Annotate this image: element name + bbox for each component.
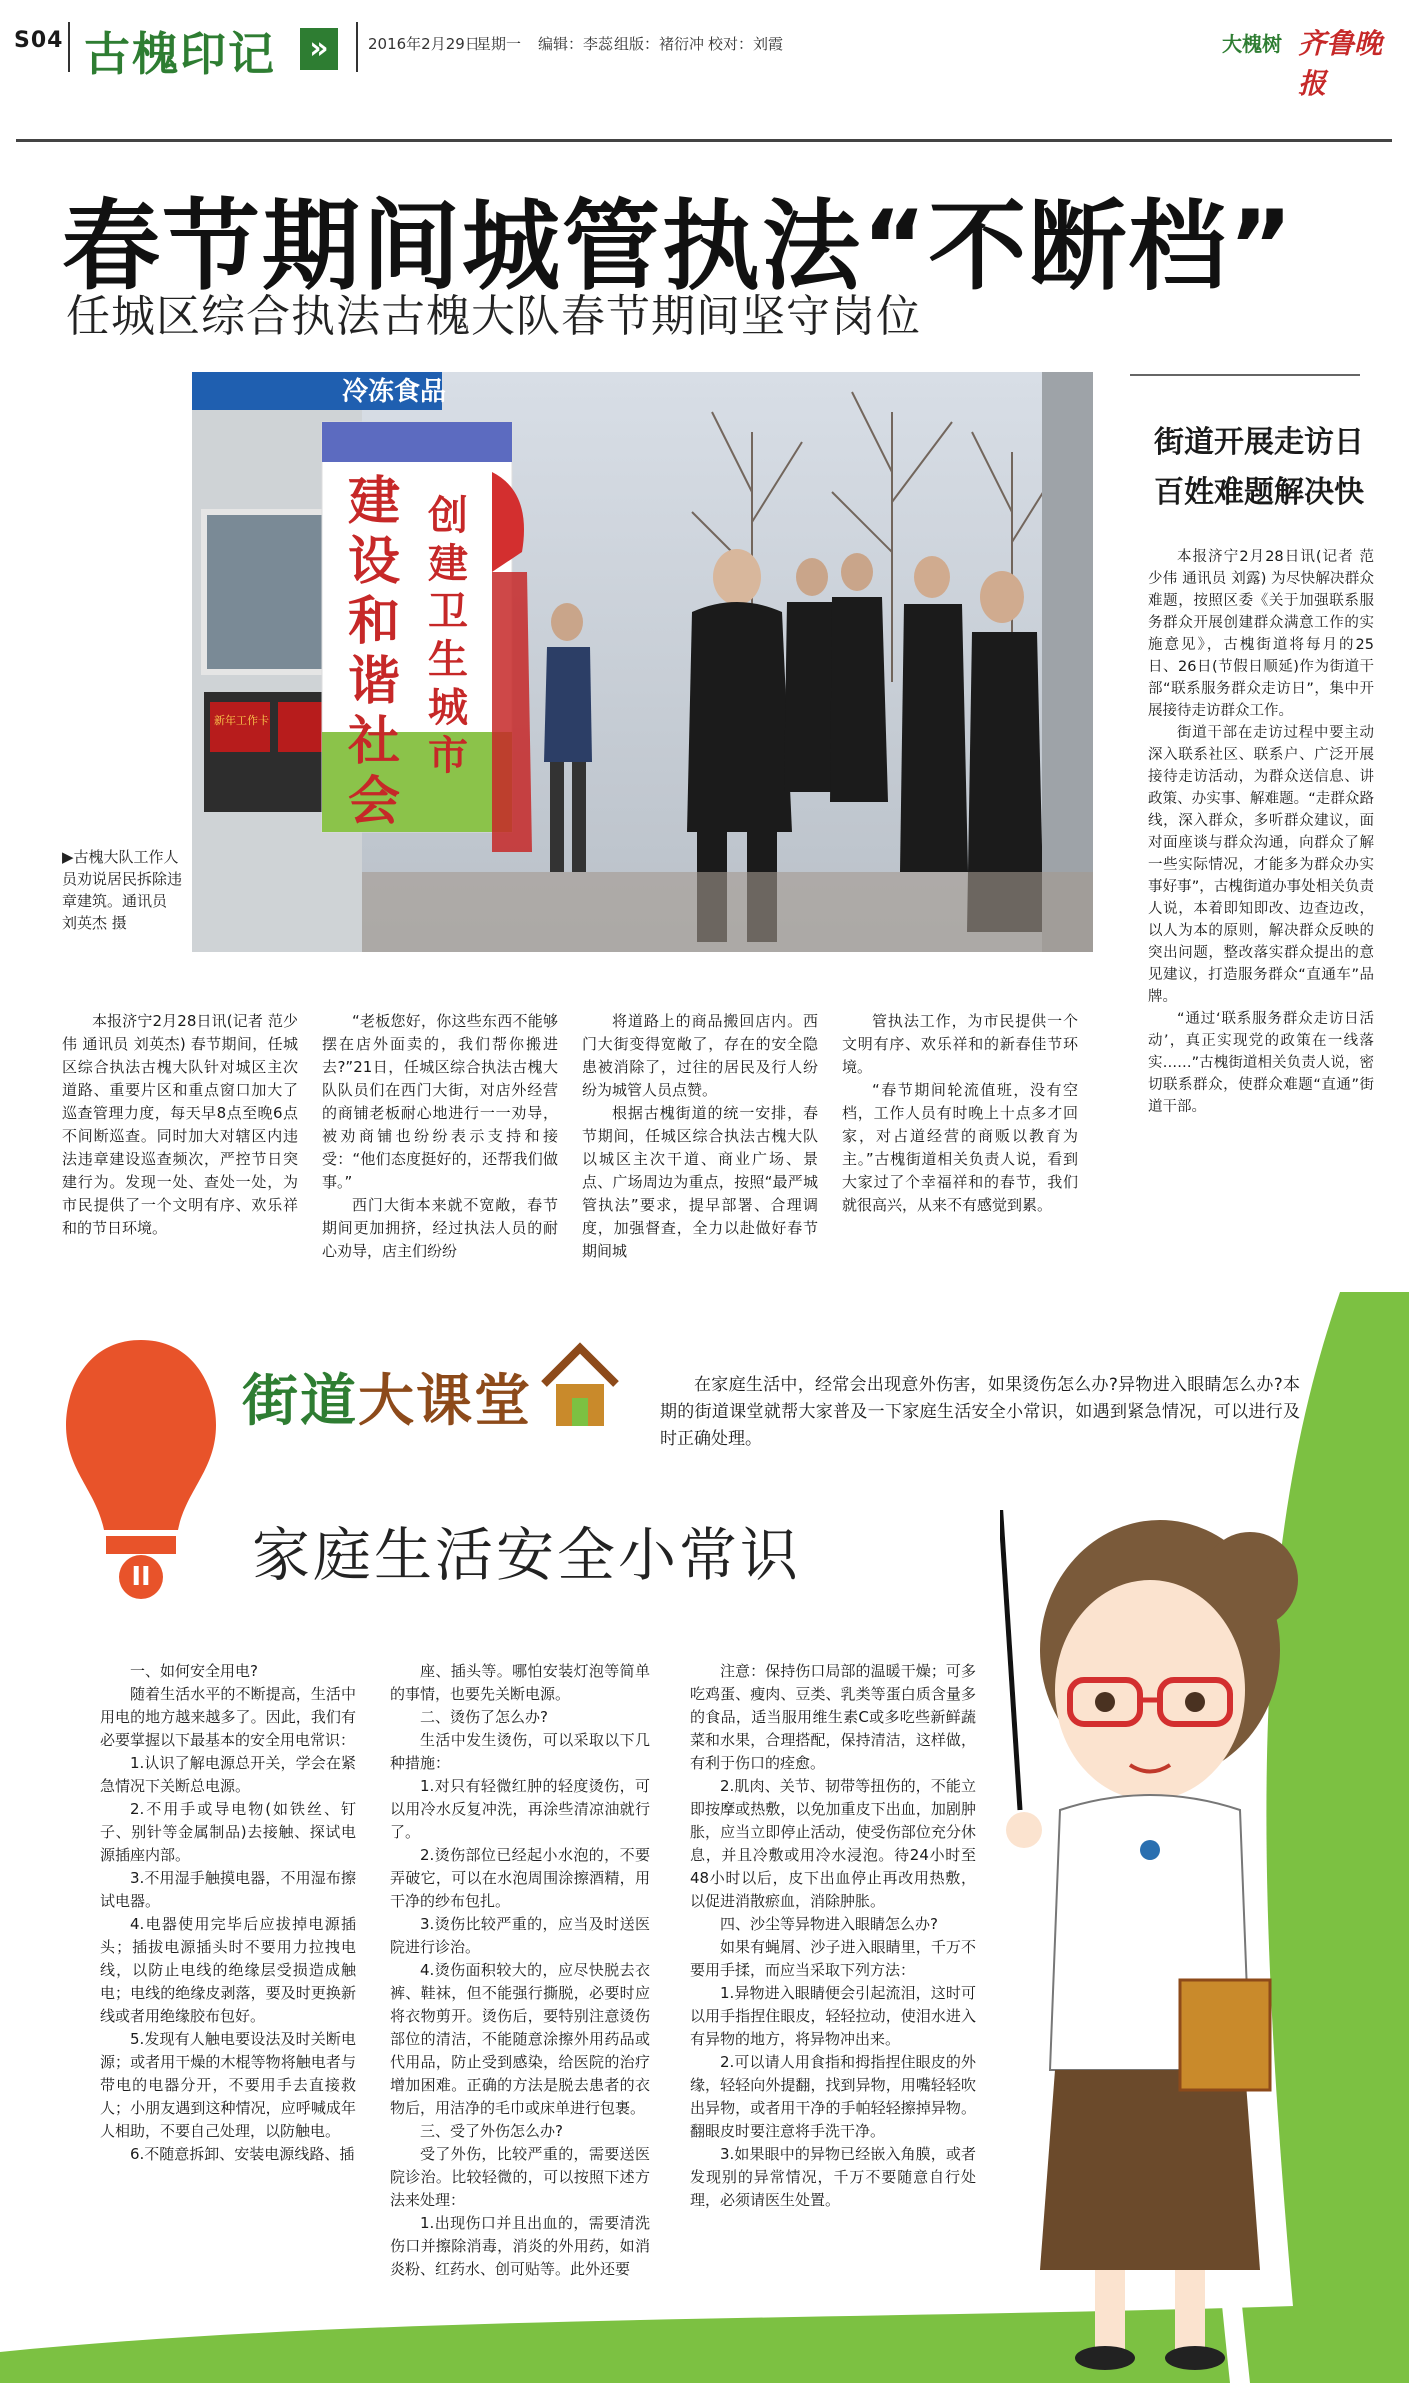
- article-paragraph: 将道路上的商品搬回店内。西门大街变得宽敞了，存在的安全隐患被消除了，过往的居民及行人纷纷为城管人员点赞。: [582, 1012, 818, 1099]
- header-rule: [16, 139, 1392, 142]
- knowledge-paragraph: 二、烫伤了怎么办?: [420, 1708, 548, 1726]
- header-divider: [356, 22, 358, 72]
- article-paragraph: 西门大街本来就不宽敞，春节期间更加拥挤，经过执法人员的耐心劝导，店主们纷纷: [322, 1196, 558, 1260]
- knowledge-paragraph: 2.肌肉、关节、韧带等扭伤的，不能立即按摩或热敷，以免加重皮下出血，加剧肿胀，应当立即停止活动，使受伤部位充分休息，并且冷敷或用冷水浸泡。待24小时至48小时以后，皮下出血停止再改用热敷，以促进消散瘀血，消除肿胀。: [690, 1777, 976, 1910]
- knowledge-paragraph: 4.电器使用完毕后应拔掉电源插头；插拔电源插头时不要用力拉拽电线，以防止电线的绝缘层受损造成触电；电线的绝缘皮剥落，要及时更换新线或者用绝缘胶布包好。: [100, 1915, 356, 2025]
- sidebar-paragraph: “通过‘联系服务群众走访日活动’，真正实现党的政策在一线落实……”古槐街道相关负责人说，密切联系群众，使群众难题“直通”街道干部。: [1148, 1011, 1374, 1115]
- knowledge-paragraph: 1.认识了解电源总开关，学会在紧急情况下关断总电源。: [100, 1754, 356, 1795]
- knowledge-column-1: [100, 1660, 356, 2166]
- house-icon: [538, 1340, 622, 1430]
- poster-text: 新年工作卡: [214, 714, 269, 727]
- article-paragraph: 根据古槐街道的统一安排，春节期间，任城区综合执法古槐大队以城区主次干道、商业广场、景点、广场周边为重点，按照“最严城管执法”要求，提早部署、合理调度，加强督查，全力以赴做好春节期间城: [582, 1104, 818, 1260]
- article-paragraph: “春节期间轮流值班，没有空档，工作人员有时晚上十点多才回家，对占道经营的商贩以教育为主。”古槐街道相关负责人说，看到大家过了个幸福祥和的春节，我们就很高兴，从来不有感觉到累。: [842, 1081, 1078, 1214]
- sidebar-title: [1134, 418, 1384, 518]
- sidebar-title-line: 百姓难题解决快: [1154, 475, 1364, 510]
- knowledge-paragraph: 随着生活水平的不断提高，生活中用电的地方越来越多了。因此，我们有必要掌握以下最基本的安全用电常识：: [100, 1685, 356, 1749]
- knowledge-intro: [660, 1372, 1300, 1453]
- intro-paragraph: 在家庭生活中，经常会出现意外伤害，如果烫伤怎么办?异物进入眼睛怎么办?本期的街道课堂就帮大家普及一下家庭生活安全小常识，如遇到紧急情况，可以进行及时正确处理。: [660, 1375, 1300, 1449]
- knowledge-paragraph: 2.不用手或导电物(如铁丝、钉子、别针等金属制品)去接触、探试电源插座内部。: [100, 1800, 356, 1864]
- article-paragraph: 管执法工作，为市民提供一个文明有序、欢乐祥和的新春佳节环境。: [842, 1012, 1078, 1076]
- knowledge-paragraph: 生活中发生烫伤，可以采取以下几种措施：: [390, 1731, 650, 1772]
- knowledge-paragraph: 三、受了外伤怎么办?: [420, 2122, 563, 2140]
- issue-weekday: 星期一: [476, 35, 522, 53]
- sidebar-paragraph: 本报济宁2月28日讯(记者 范少伟 通讯员 刘露) 为尽快解决群众难题，按照区委《关于加强联系服务群众开展创建群众满意工作的实施意见》，古槐街道将每月的25日、26日(节假日顺延)作为街道干部“联系服务群众走访日”，集中开展接待走访群众工作。: [1148, 549, 1374, 719]
- subheadline: 任城区综合执法古槐大队春节期间坚守岗位: [66, 291, 921, 342]
- headline: 春节期间城管执法“不断档”: [62, 190, 1295, 304]
- sidebar-paragraph: 街道干部在走访过程中要主动深入联系社区、联系户、广泛开展接待走访活动，为群众送信息、讲政策、办实事、解难题。“走群众路线，深入群众，多听群众建议，面对面座谈与群众沟通，向群众了解一些实际情况，才能多为群众办实事好事”，古槐街道办事处相关负责人说，本着即知即改、边查边改，以人为本的原则，解决群众反映的突出问题，整改落实群众提出的意见建议，打造服务群众“直通车”品牌。: [1148, 725, 1374, 1005]
- knowledge-paragraph: 2.可以请人用食指和拇指捏住眼皮的外缘，轻轻向外提翻，找到异物，用嘴轻轻吹出异物，或者用干净的手帕轻轻擦掉异物。翻眼皮时要注意将手洗干净。: [690, 2053, 976, 2140]
- sidebar-rule: [1130, 374, 1360, 376]
- proofread-credit: 校对：刘霞: [708, 35, 784, 53]
- knowledge-paragraph: 四、沙尘等异物进入眼睛怎么办?: [720, 1915, 938, 1933]
- brand-sub: 大槐树: [1222, 32, 1282, 56]
- logo-part-2: 大课堂: [358, 1368, 532, 1434]
- knowledge-paragraph: 3.如果眼中的异物已经嵌入角膜，或者发现别的异常情况，千万不要随意自行处理，必须请医生处置。: [690, 2145, 976, 2209]
- double-arrow-icon: »: [300, 28, 338, 70]
- brand-logo: 齐鲁晚报: [1298, 27, 1383, 100]
- knowledge-paragraph: 座、插头等。哪怕安装灯泡等简单的事情，也要先关断电源。: [390, 1662, 650, 1703]
- knowledge-paragraph: 2.烫伤部位已经起小水泡的，不要弄破它，可以在水泡周围涂擦酒精，用干净的纱布包扎。: [390, 1846, 650, 1910]
- sidebar-title-line: 街道开展走访日: [1154, 425, 1364, 460]
- knowledge-paragraph: 1.出现伤口并且出血的，需要清洗伤口并擦除消毒，消炎的外用药，如消炎粉、红药水、创可贴等。此外还要: [390, 2214, 650, 2278]
- knowledge-paragraph: 注意：保持伤口局部的温暖干燥；可多吃鸡蛋、瘦肉、豆类、乳类等蛋白质含量多的食品，适当服用维生素C或多吃些新鲜蔬菜和水果，合理搭配，保持清洁，这样做，有利于伤口的痊愈。: [690, 1662, 976, 1772]
- article-column-1: [62, 1010, 298, 1240]
- banner-left-text: 建设和谐社会: [348, 471, 401, 832]
- knowledge-column-2: [390, 1660, 650, 2281]
- pause-mark: II: [131, 1562, 151, 1592]
- photo-caption: ▶古槐大队工作人员劝说居民拆除违章建筑。通讯员 刘英杰 摄: [62, 848, 183, 932]
- page-number: S04: [14, 28, 64, 53]
- knowledge-paragraph: 一、如何安全用电?: [130, 1662, 258, 1680]
- knowledge-column-3: [690, 1660, 976, 2212]
- header-divider: [68, 22, 70, 72]
- sidebar-body: [1148, 546, 1374, 1118]
- news-photo: [192, 372, 1093, 952]
- knowledge-title: 家庭生活安全小常识: [252, 1521, 802, 1589]
- shop-sign: 冷冻食品: [342, 377, 447, 407]
- knowledge-paragraph: 受了外伤，比较严重的，需要送医院诊治。比较轻微的，可以按照下述方法来处理：: [390, 2145, 650, 2209]
- knowledge-paragraph: 6.不随意拆卸、安装电源线路、插: [130, 2145, 355, 2163]
- teacher-illustration: [1000, 1510, 1300, 2380]
- article-column-2: [322, 1010, 558, 1263]
- article-column-4: [842, 1010, 1078, 1217]
- dajietang-logo: [242, 1357, 532, 1437]
- article-paragraph: 本报济宁2月28日讯(记者 范少伟 通讯员 刘英杰) 春节期间，任城区综合执法古槐大队针对城区主次道路、重要片区和重点窗口加大了巡查管理力度，每天早8点至晚6点不间断巡查。同时加大对辖区内违法违章建设巡查频次，严控节日突建行为。发现一处、查处一处，为市民提供了一个文明有序、欢乐祥和的节日环境。: [62, 1012, 298, 1237]
- article-paragraph: “老板您好，你这些东西不能够摆在店外面卖的，我们帮你搬进去?”21日，任城区综合执法古槐大队队员们在西门大街，对店外经营的商铺老板耐心地进行一一劝导，被劝商铺也纷纷表示支持和接受：“他们态度挺好的，还帮我们做事。”: [322, 1012, 558, 1191]
- knowledge-paragraph: 4.烫伤面积较大的，应尽快脱去衣裤、鞋袜，但不能强行撕脱，必要时应将衣物剪开。烫伤后，要特别注意烫伤部位的清洁，不能随意涂擦外用药品或代用品，防止受到感染，给医院的治疗增加困难。正确的方法是脱去患者的衣物后，用洁净的毛巾或床单进行包裹。: [390, 1961, 650, 2117]
- photo-illustration: [192, 372, 1093, 952]
- editor-credit: 编辑：李蕊: [538, 35, 614, 53]
- knowledge-paragraph: 1.对只有轻微红肿的轻度烫伤，可以用冷水反复冲洗，再涂些清凉油就行了。: [390, 1777, 650, 1841]
- banner-right-text: 创建卫生城市: [428, 492, 468, 779]
- issue-date: 2016年2月29日: [368, 35, 480, 53]
- knowledge-paragraph: 3.不用湿手触摸电器，不用湿布擦试电器。: [100, 1869, 356, 1910]
- knowledge-paragraph: 1.异物进入眼睛便会引起流泪，这时可以用手指捏住眼皮，轻轻拉动，使泪水进入有异物的地方，将异物冲出来。: [690, 1984, 976, 2048]
- knowledge-paragraph: 如果有蝇屑、沙子进入眼睛里，千万不要用手揉，而应当采取下列方法：: [690, 1938, 976, 1979]
- knowledge-paragraph: 3.烫伤比较严重的，应当及时送医院进行诊治。: [390, 1915, 650, 1956]
- knowledge-paragraph: 5.发现有人触电要设法及时关断电源；或者用干燥的木棍等物将触电者与带电的电器分开，不要用手去直接救人；小朋友遇到这种情况，应呼喊成年人相助，不要自己处理，以防触电。: [100, 2030, 356, 2140]
- article-column-3: [582, 1010, 818, 1263]
- layout-credit: 组版：褚衍冲: [614, 35, 705, 53]
- column-name: 古槐印记: [84, 27, 276, 81]
- logo-part-1: 街道: [242, 1368, 358, 1434]
